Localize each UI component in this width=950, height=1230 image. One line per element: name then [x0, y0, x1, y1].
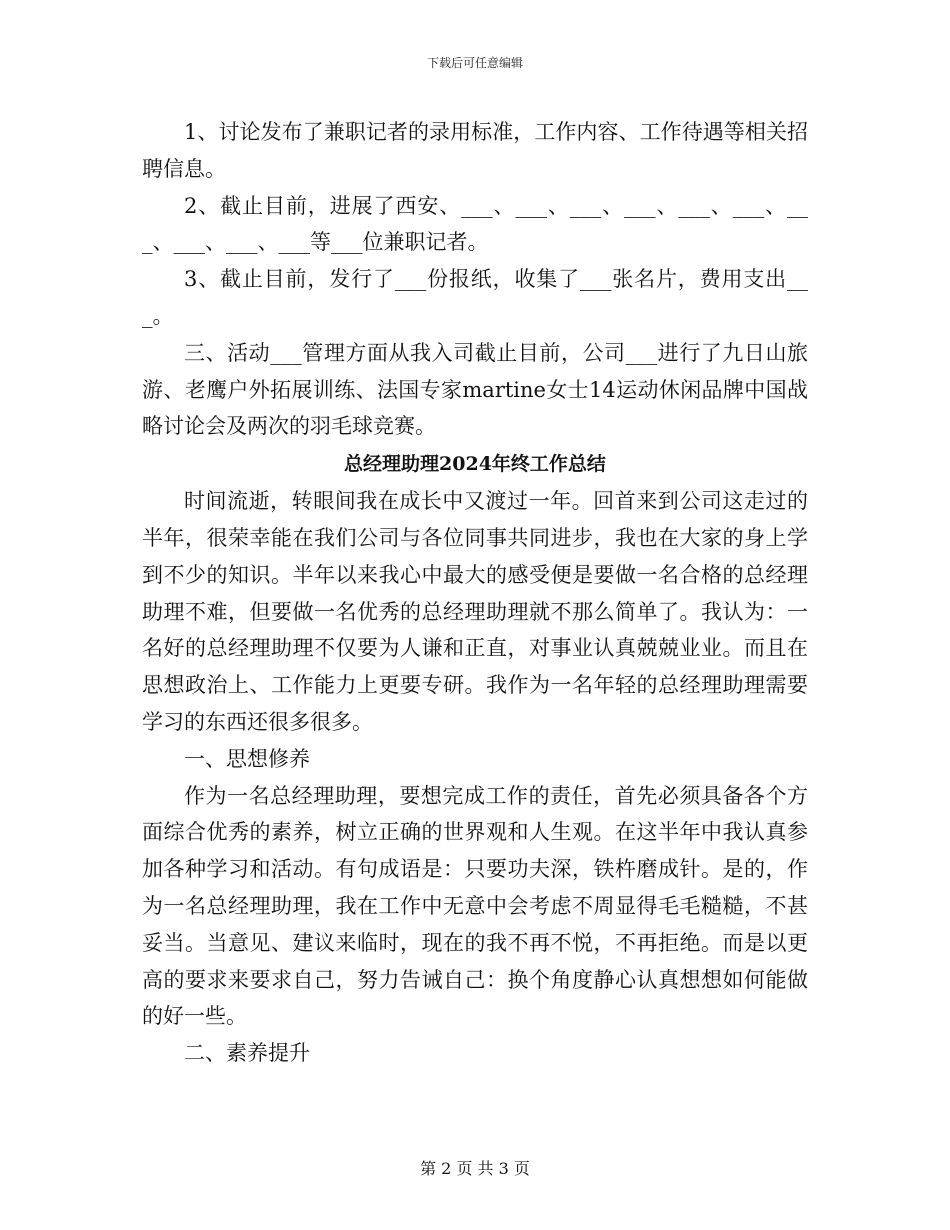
paragraph-item-3: 3、截止目前，发行了___份报纸，收集了___张名片，费用支出___。 [142, 267, 808, 328]
paragraph-item-2: 2、截止目前，进展了西安、___、___、___、___、___、___、___、___、___、___等___位兼职记者。 [142, 193, 808, 255]
section-heading-2: 二、素养提升 [184, 1041, 310, 1066]
page-footer: 第 2 页 共 3 页 [420, 1159, 530, 1178]
document-title: 总经理助理2024年终工作总结 [344, 453, 606, 476]
section-heading-1: 一、思想修养 [184, 746, 310, 771]
document-content [142, 114, 808, 1072]
body-intro: 时间流逝，转眼间我在成长中又渡过一年。回首来到公司这走过的半年，很荣幸能在我们公司与各位同事共同进步，我也在大家的身上学到不少的知识。半年以来我心中最大的感受便是要做一名合格的总经理助理不难，但要做一名优秀的总经理助理就不那么简单了。我认为：一名好的总经理助理不仅要为人谦和正直，对事业认真兢兢业业。而且在思想政治上、工作能力上更要专研。我作为一名年轻的总经理助理需要学习的东西还很多很多。 [142, 489, 808, 734]
body-section-1: 作为一名总经理助理，要想完成工作的责任，首先必须具备各个方面综合优秀的素养，树立正确的世界观和人生观。在这半年中我认真参加各种学习和活动。有句成语是：只要功夫深，铁杵磨成针。是的，作为一名总经理助理，我在工作中无意中会考虑不周显得毛毛糙糙，不甚妥当。当意见、建议来临时，现在的我不再不悦，不再拒绝。而是以更高的要求来要求自己，努力告诫自己：换个角度静心认真想想如何能做的好一些。 [142, 783, 808, 1029]
paragraph-item-1: 1、讨论发布了兼职记者的录用标准，工作内容、工作待遇等相关招聘信息。 [142, 120, 808, 181]
paragraph-section-3: 三、活动___管理方面从我入司截止目前，公司___进行了九日山旅游、老鹰户外拓展训练、法国专家martine女士14运动休闲品牌中国战略讨论会及两次的羽毛球竞赛。 [142, 340, 808, 439]
page-header: 下载后可任意编辑 [426, 56, 523, 70]
